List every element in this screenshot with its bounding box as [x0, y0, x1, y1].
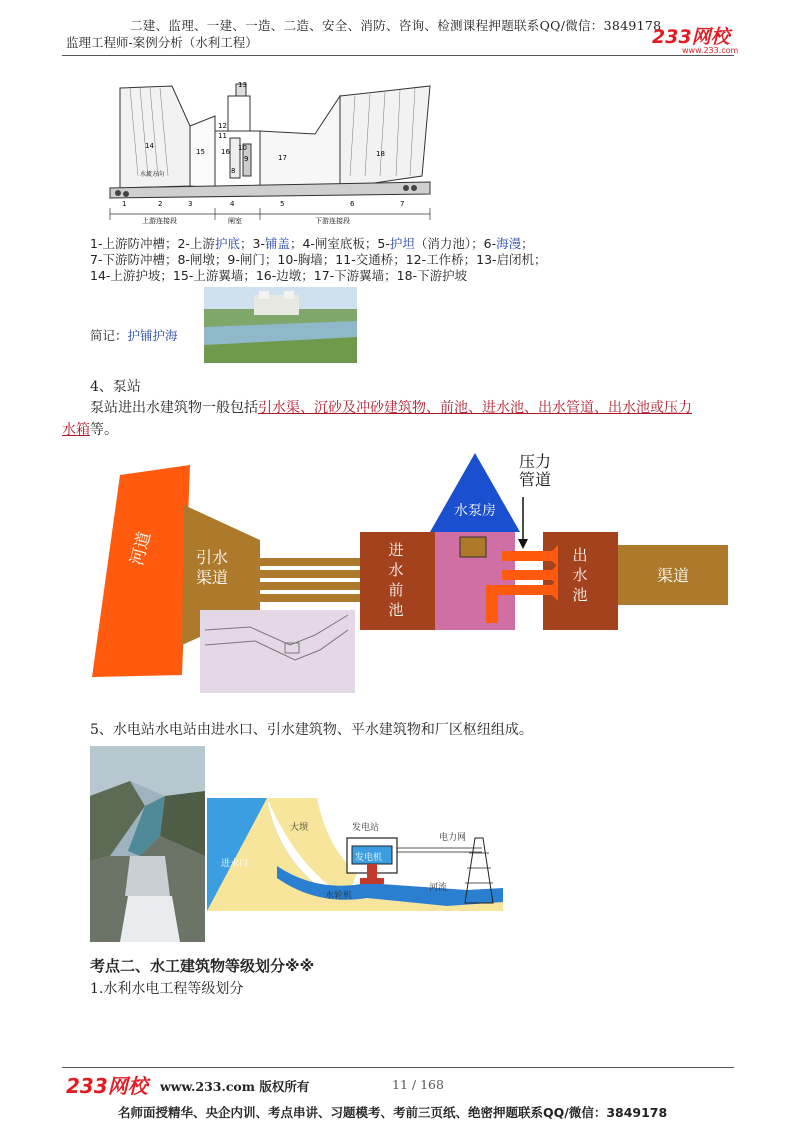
mnemonic-label: 简记： — [90, 328, 128, 343]
legend-line-1: 1-上游防冲槽；2-上游护底；3-铺盖；4-闸室底板；5-护坦（消力池）；6-海漫； — [90, 236, 534, 251]
mnemonic — [90, 326, 178, 344]
sluice-label-15: 15 — [196, 148, 205, 156]
dam-label: 大坝 — [290, 823, 309, 833]
sluice-legend — [90, 236, 710, 284]
footer-site: www.233.com 版权所有 — [160, 1079, 310, 1094]
section2-subheading: 1.水利水电工程等级划分 — [90, 981, 244, 997]
station-label: 发电站 — [352, 823, 380, 833]
intake-label: 进水口 — [221, 859, 249, 869]
outlet-label-3: 池 — [572, 586, 588, 604]
outlet-label-1: 出 — [572, 546, 588, 564]
section2-heading: 考点二、水工建筑物等级划分※※ — [90, 957, 315, 975]
sluice-section-upstream: 上游连接段 — [142, 217, 177, 225]
pipe-label-1: 压力 — [518, 452, 552, 471]
intake-label-2: 渠道 — [195, 568, 229, 587]
sluice-flow-label: 水流方向 — [140, 171, 165, 178]
sluice-label-9: 9 — [244, 155, 249, 163]
inlet-label-2: 水 — [388, 561, 404, 579]
header-logo-text: 233网校 — [652, 26, 730, 48]
generator-label: 发电机 — [355, 853, 383, 863]
footer-rule — [62, 1067, 734, 1068]
header-logo — [652, 22, 738, 55]
legend-line-2: 7-下游防冲槽；8-闸墩；9-闸门；10-胸墙；11-交通桥；12-工作桥；13-启闭机； — [90, 252, 547, 267]
sluice-label-14: 14 — [145, 142, 154, 150]
hydro-heading: 5、水电站水电站由进水口、引水建筑物、平水建筑物和厂区枢纽组成。 — [90, 722, 533, 738]
sluice-label-17: 17 — [278, 154, 287, 162]
sluice-label-8: 8 — [231, 167, 236, 175]
sluice-label-5: 5 — [280, 200, 285, 208]
outlet-label-2: 水 — [572, 566, 588, 584]
intake-label-1: 引水 — [195, 548, 229, 567]
footer-bottom-line: 名师面授精华、央企内训、考点串讲、习题模考、考前三页纸、绝密押题联系QQ/微信：3849178 — [118, 1105, 668, 1120]
sluice-gate-figure — [100, 76, 440, 226]
sluice-label-12: 12 — [218, 122, 227, 130]
river-shape — [92, 465, 190, 677]
dam-photo — [90, 746, 205, 942]
header-logo-url: www.233.com — [682, 46, 739, 55]
pump-station-diagram — [90, 445, 740, 695]
sluice-label-2: 2 — [158, 200, 163, 208]
pump-paragraph-end: 水箱等。 — [62, 422, 118, 438]
legend-line-3: 14-上游护坡；15-上游翼墙；16-边墩；17-下游翼墙；18-下游护坡 — [90, 268, 468, 283]
grid-label: 电力网 — [439, 833, 467, 843]
canal-label: 渠道 — [656, 566, 690, 585]
sluice-section-downstream: 下游连接段 — [315, 217, 350, 225]
header-rule — [62, 55, 734, 56]
sluice-section-chamber: 闸室 — [228, 217, 242, 225]
turbine-label: 水轮机 — [325, 891, 353, 901]
header-subtitle: 监理工程师-案例分析（水利工程） — [66, 35, 258, 50]
footer-page-number: 11 / 168 — [392, 1077, 444, 1092]
river-label: 河道 — [127, 529, 156, 568]
header-top-line: 二建、监理、一建、一造、二造、安全、消防、咨询、检测课程押题联系QQ/微信：3849178 — [130, 18, 662, 33]
pump-heading: 4、泵站 — [90, 379, 141, 395]
sluice-label-10: 10 — [238, 144, 247, 152]
pipe-label-2: 管道 — [518, 470, 552, 489]
sluice-label-7: 7 — [400, 200, 405, 208]
mnemonic-value: 护铺护海 — [127, 328, 178, 343]
pump-house-roof — [430, 453, 520, 532]
sluice-label-1: 1 — [122, 200, 127, 208]
sluice-label-3: 3 — [188, 200, 193, 208]
sluice-label-18: 18 — [376, 150, 385, 158]
hydro-station-diagram — [207, 798, 503, 911]
sluice-label-6: 6 — [350, 200, 355, 208]
sluice-photo — [204, 287, 357, 363]
inlet-label-3: 前 — [388, 581, 404, 599]
pump-paragraph: 泵站进出水建筑物一般包括引水渠、沉砂及冲砂建筑物、前池、进水池、出水管道、出水池或压力 — [90, 400, 692, 416]
inlet-label-4: 池 — [388, 601, 404, 619]
sluice-label-16: 16 — [221, 148, 230, 156]
sluice-label-13: 13 — [238, 81, 247, 89]
river-label-hydro: 河流 — [429, 883, 448, 893]
inlet-label-1: 进 — [388, 541, 404, 559]
footer-logo: 233网校 — [66, 1074, 148, 1098]
sluice-label-11: 11 — [218, 132, 227, 140]
pump-house-label: 水泵房 — [454, 503, 496, 519]
sluice-label-4: 4 — [230, 200, 235, 208]
